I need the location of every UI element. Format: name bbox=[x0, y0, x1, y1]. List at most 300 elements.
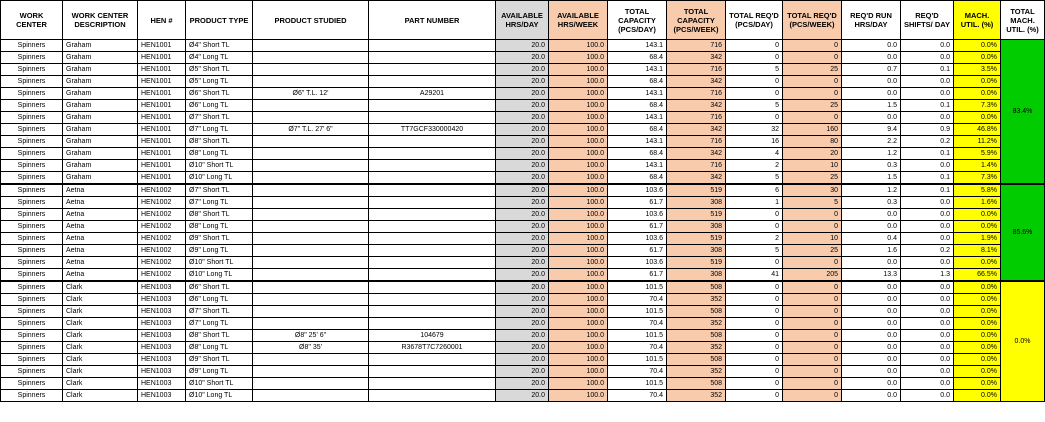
cell-capacity-week: 508 bbox=[667, 378, 726, 390]
cell-avail-hrs-week: 100.0 bbox=[549, 257, 608, 269]
cell-description: Clark bbox=[63, 330, 138, 342]
cell-avail-hrs-day: 20.0 bbox=[496, 76, 549, 88]
cell-shifts: 0.0 bbox=[901, 221, 954, 233]
cell-mach-util: 1.4% bbox=[954, 160, 1001, 172]
cell-shifts: 0.2 bbox=[901, 136, 954, 148]
cell-capacity-day: 103.6 bbox=[608, 233, 667, 245]
cell-part-number bbox=[369, 366, 496, 378]
cell-avail-hrs-week: 100.0 bbox=[549, 100, 608, 112]
cell-avail-hrs-day: 20.0 bbox=[496, 184, 549, 197]
cell-product-type: Ø5" Short TL bbox=[186, 64, 253, 76]
cell-capacity-week: 508 bbox=[667, 306, 726, 318]
cell-hen: HEN1002 bbox=[138, 233, 186, 245]
cell-capacity-day: 143.1 bbox=[608, 112, 667, 124]
cell-work-center: Spinners bbox=[1, 100, 63, 112]
cell-reqd-week: 0 bbox=[783, 318, 842, 330]
total-mach-util: 0.0% bbox=[1001, 281, 1045, 402]
cell-avail-hrs-week: 100.0 bbox=[549, 197, 608, 209]
cell-capacity-week: 716 bbox=[667, 64, 726, 76]
cell-capacity-week: 508 bbox=[667, 330, 726, 342]
cell-avail-hrs-week: 100.0 bbox=[549, 366, 608, 378]
cell-avail-hrs-week: 100.0 bbox=[549, 184, 608, 197]
cell-product-type: Ø10" Long TL bbox=[186, 269, 253, 282]
cell-avail-hrs-day: 20.0 bbox=[496, 148, 549, 160]
table-row bbox=[1, 197, 1045, 209]
cell-hen: HEN1001 bbox=[138, 148, 186, 160]
cell-part-number bbox=[369, 390, 496, 402]
cell-capacity-day: 61.7 bbox=[608, 221, 667, 233]
cell-part-number bbox=[369, 257, 496, 269]
cell-product-studied bbox=[253, 76, 369, 88]
cell-capacity-week: 308 bbox=[667, 269, 726, 282]
cell-reqd-week: 0 bbox=[783, 112, 842, 124]
cell-shifts: 0.2 bbox=[901, 245, 954, 257]
cell-mach-util: 0.0% bbox=[954, 318, 1001, 330]
cell-reqd-week: 10 bbox=[783, 233, 842, 245]
cell-part-number bbox=[369, 52, 496, 64]
cell-capacity-week: 519 bbox=[667, 184, 726, 197]
cell-work-center: Spinners bbox=[1, 306, 63, 318]
cell-product-studied bbox=[253, 294, 369, 306]
cell-work-center: Spinners bbox=[1, 197, 63, 209]
cell-avail-hrs-day: 20.0 bbox=[496, 294, 549, 306]
cell-product-studied bbox=[253, 378, 369, 390]
cell-mach-util: 0.0% bbox=[954, 112, 1001, 124]
table-row bbox=[1, 52, 1045, 64]
cell-avail-hrs-day: 20.0 bbox=[496, 88, 549, 100]
cell-hen: HEN1003 bbox=[138, 294, 186, 306]
cell-avail-hrs-day: 20.0 bbox=[496, 160, 549, 172]
cell-description: Graham bbox=[63, 124, 138, 136]
cell-capacity-day: 101.5 bbox=[608, 378, 667, 390]
cell-product-type: Ø9" Long TL bbox=[186, 245, 253, 257]
cell-work-center: Spinners bbox=[1, 294, 63, 306]
col-reqd-shifts: REQ'D SHIFTS/ DAY bbox=[901, 1, 954, 40]
cell-work-center: Spinners bbox=[1, 209, 63, 221]
cell-capacity-week: 519 bbox=[667, 209, 726, 221]
cell-capacity-day: 68.4 bbox=[608, 124, 667, 136]
table-row bbox=[1, 184, 1045, 197]
cell-hen: HEN1001 bbox=[138, 40, 186, 52]
col-work-center: WORK CENTER bbox=[1, 1, 63, 40]
cell-product-type: Ø7" Long TL bbox=[186, 318, 253, 330]
cell-run-hrs: 0.4 bbox=[842, 233, 901, 245]
cell-capacity-day: 70.4 bbox=[608, 318, 667, 330]
cell-part-number bbox=[369, 76, 496, 88]
cell-reqd-day: 0 bbox=[726, 342, 783, 354]
cell-description: Graham bbox=[63, 112, 138, 124]
cell-mach-util: 0.0% bbox=[954, 354, 1001, 366]
table-row bbox=[1, 245, 1045, 257]
table-row bbox=[1, 160, 1045, 172]
table-row bbox=[1, 221, 1045, 233]
cell-hen: HEN1003 bbox=[138, 318, 186, 330]
table-row bbox=[1, 306, 1045, 318]
cell-mach-util: 0.0% bbox=[954, 366, 1001, 378]
cell-part-number bbox=[369, 354, 496, 366]
cell-shifts: 0.0 bbox=[901, 40, 954, 52]
col-product-type: PRODUCT TYPE bbox=[186, 1, 253, 40]
cell-reqd-day: 0 bbox=[726, 354, 783, 366]
cell-hen: HEN1001 bbox=[138, 100, 186, 112]
cell-hen: HEN1002 bbox=[138, 257, 186, 269]
cell-work-center: Spinners bbox=[1, 136, 63, 148]
cell-reqd-day: 0 bbox=[726, 52, 783, 64]
cell-mach-util: 0.0% bbox=[954, 221, 1001, 233]
cell-shifts: 0.0 bbox=[901, 281, 954, 294]
col-total-mach-util: TOTAL MACH. UTIL. (%) bbox=[1001, 1, 1045, 40]
cell-description: Graham bbox=[63, 136, 138, 148]
cell-product-studied bbox=[253, 136, 369, 148]
cell-run-hrs: 0.0 bbox=[842, 209, 901, 221]
table-row bbox=[1, 390, 1045, 402]
cell-reqd-day: 16 bbox=[726, 136, 783, 148]
cell-avail-hrs-day: 20.0 bbox=[496, 245, 549, 257]
cell-capacity-week: 352 bbox=[667, 318, 726, 330]
cell-work-center: Spinners bbox=[1, 160, 63, 172]
cell-hen: HEN1002 bbox=[138, 197, 186, 209]
cell-avail-hrs-week: 100.0 bbox=[549, 390, 608, 402]
cell-description: Clark bbox=[63, 366, 138, 378]
table-row bbox=[1, 354, 1045, 366]
cell-shifts: 0.0 bbox=[901, 112, 954, 124]
cell-capacity-day: 61.7 bbox=[608, 197, 667, 209]
table-row bbox=[1, 342, 1045, 354]
cell-product-studied bbox=[253, 221, 369, 233]
total-mach-util: 83.4% bbox=[1001, 40, 1045, 185]
cell-hen: HEN1002 bbox=[138, 269, 186, 282]
cell-reqd-day: 0 bbox=[726, 40, 783, 52]
cell-mach-util: 0.0% bbox=[954, 306, 1001, 318]
cell-avail-hrs-week: 100.0 bbox=[549, 281, 608, 294]
cell-reqd-week: 0 bbox=[783, 294, 842, 306]
cell-avail-hrs-day: 20.0 bbox=[496, 342, 549, 354]
cell-description: Clark bbox=[63, 354, 138, 366]
cell-shifts: 0.0 bbox=[901, 342, 954, 354]
cell-description: Clark bbox=[63, 306, 138, 318]
cell-work-center: Spinners bbox=[1, 112, 63, 124]
cell-capacity-week: 342 bbox=[667, 148, 726, 160]
cell-run-hrs: 0.0 bbox=[842, 52, 901, 64]
cell-reqd-week: 80 bbox=[783, 136, 842, 148]
table-row bbox=[1, 378, 1045, 390]
cell-shifts: 0.0 bbox=[901, 160, 954, 172]
cell-shifts: 0.1 bbox=[901, 172, 954, 185]
cell-mach-util: 11.2% bbox=[954, 136, 1001, 148]
cell-reqd-day: 0 bbox=[726, 306, 783, 318]
cell-capacity-week: 342 bbox=[667, 76, 726, 88]
cell-product-type: Ø8" Long TL bbox=[186, 148, 253, 160]
cell-capacity-day: 101.5 bbox=[608, 354, 667, 366]
cell-product-studied bbox=[253, 366, 369, 378]
cell-product-studied bbox=[253, 148, 369, 160]
cell-shifts: 0.0 bbox=[901, 197, 954, 209]
cell-description: Aetna bbox=[63, 257, 138, 269]
cell-run-hrs: 1.2 bbox=[842, 184, 901, 197]
cell-part-number bbox=[369, 160, 496, 172]
table-row bbox=[1, 294, 1045, 306]
cell-mach-util: 3.5% bbox=[954, 64, 1001, 76]
cell-capacity-week: 342 bbox=[667, 100, 726, 112]
cell-capacity-day: 143.1 bbox=[608, 88, 667, 100]
cell-product-type: Ø10" Short TL bbox=[186, 378, 253, 390]
cell-product-type: Ø4" Short TL bbox=[186, 40, 253, 52]
col-work-center-description: WORK CENTER DESCRIPTION bbox=[63, 1, 138, 40]
cell-capacity-week: 308 bbox=[667, 245, 726, 257]
col-reqd-run-hrs: REQ'D RUN HRS/DAY bbox=[842, 1, 901, 40]
cell-product-studied bbox=[253, 245, 369, 257]
cell-product-type: Ø8" Short TL bbox=[186, 330, 253, 342]
table-row bbox=[1, 269, 1045, 282]
cell-reqd-week: 30 bbox=[783, 184, 842, 197]
cell-product-studied bbox=[253, 112, 369, 124]
cell-product-type: Ø8" Short TL bbox=[186, 136, 253, 148]
cell-run-hrs: 0.0 bbox=[842, 112, 901, 124]
cell-work-center: Spinners bbox=[1, 281, 63, 294]
cell-capacity-week: 508 bbox=[667, 354, 726, 366]
cell-description: Aetna bbox=[63, 184, 138, 197]
cell-hen: HEN1003 bbox=[138, 366, 186, 378]
cell-reqd-day: 1 bbox=[726, 197, 783, 209]
cell-avail-hrs-week: 100.0 bbox=[549, 160, 608, 172]
cell-work-center: Spinners bbox=[1, 64, 63, 76]
cell-shifts: 1.3 bbox=[901, 269, 954, 282]
table-row bbox=[1, 233, 1045, 245]
cell-run-hrs: 0.3 bbox=[842, 160, 901, 172]
cell-reqd-day: 5 bbox=[726, 172, 783, 185]
cell-part-number bbox=[369, 294, 496, 306]
cell-run-hrs: 9.4 bbox=[842, 124, 901, 136]
cell-avail-hrs-week: 100.0 bbox=[549, 294, 608, 306]
table-row bbox=[1, 330, 1045, 342]
cell-work-center: Spinners bbox=[1, 257, 63, 269]
cell-reqd-week: 0 bbox=[783, 306, 842, 318]
cell-avail-hrs-day: 20.0 bbox=[496, 366, 549, 378]
cell-avail-hrs-day: 20.0 bbox=[496, 318, 549, 330]
cell-capacity-week: 716 bbox=[667, 88, 726, 100]
cell-product-type: Ø8" Long TL bbox=[186, 221, 253, 233]
cell-run-hrs: 0.7 bbox=[842, 64, 901, 76]
cell-run-hrs: 0.0 bbox=[842, 378, 901, 390]
cell-mach-util: 1.6% bbox=[954, 197, 1001, 209]
cell-product-studied bbox=[253, 172, 369, 185]
cell-part-number bbox=[369, 221, 496, 233]
col-available-hrs-week: AVAILABLE HRS/WEEK bbox=[549, 1, 608, 40]
table-row bbox=[1, 281, 1045, 294]
cell-part-number: TT7GCF330000420 bbox=[369, 124, 496, 136]
cell-avail-hrs-week: 100.0 bbox=[549, 209, 608, 221]
cell-hen: HEN1003 bbox=[138, 281, 186, 294]
cell-capacity-week: 716 bbox=[667, 40, 726, 52]
cell-reqd-week: 0 bbox=[783, 209, 842, 221]
cell-reqd-day: 0 bbox=[726, 209, 783, 221]
cell-work-center: Spinners bbox=[1, 354, 63, 366]
cell-reqd-day: 0 bbox=[726, 330, 783, 342]
cell-run-hrs: 0.0 bbox=[842, 366, 901, 378]
cell-product-studied bbox=[253, 64, 369, 76]
cell-reqd-day: 0 bbox=[726, 112, 783, 124]
cell-avail-hrs-day: 20.0 bbox=[496, 390, 549, 402]
cell-product-type: Ø7" Long TL bbox=[186, 124, 253, 136]
cell-run-hrs: 1.5 bbox=[842, 100, 901, 112]
cell-part-number bbox=[369, 40, 496, 52]
cell-part-number bbox=[369, 378, 496, 390]
cell-avail-hrs-day: 20.0 bbox=[496, 233, 549, 245]
cell-product-type: Ø9" Long TL bbox=[186, 366, 253, 378]
cell-capacity-day: 61.7 bbox=[608, 245, 667, 257]
cell-work-center: Spinners bbox=[1, 172, 63, 185]
cell-shifts: 0.0 bbox=[901, 76, 954, 88]
cell-run-hrs: 1.2 bbox=[842, 148, 901, 160]
cell-avail-hrs-week: 100.0 bbox=[549, 318, 608, 330]
cell-reqd-week: 0 bbox=[783, 221, 842, 233]
cell-product-type: Ø8" Long TL bbox=[186, 342, 253, 354]
cell-capacity-day: 68.4 bbox=[608, 52, 667, 64]
cell-description: Aetna bbox=[63, 221, 138, 233]
col-mach-util: MACH. UTIL. (%) bbox=[954, 1, 1001, 40]
cell-description: Graham bbox=[63, 76, 138, 88]
table-row bbox=[1, 76, 1045, 88]
cell-reqd-day: 5 bbox=[726, 64, 783, 76]
cell-reqd-week: 0 bbox=[783, 257, 842, 269]
cell-product-studied: Ø7" T.L. 27' 6" bbox=[253, 124, 369, 136]
cell-description: Graham bbox=[63, 172, 138, 185]
cell-product-studied bbox=[253, 269, 369, 282]
cell-work-center: Spinners bbox=[1, 233, 63, 245]
cell-work-center: Spinners bbox=[1, 88, 63, 100]
cell-product-studied bbox=[253, 281, 369, 294]
cell-part-number bbox=[369, 100, 496, 112]
cell-avail-hrs-week: 100.0 bbox=[549, 354, 608, 366]
cell-product-studied bbox=[253, 209, 369, 221]
cell-description: Aetna bbox=[63, 197, 138, 209]
cell-avail-hrs-day: 20.0 bbox=[496, 172, 549, 185]
cell-shifts: 0.0 bbox=[901, 354, 954, 366]
cell-shifts: 0.1 bbox=[901, 64, 954, 76]
cell-work-center: Spinners bbox=[1, 390, 63, 402]
cell-shifts: 0.0 bbox=[901, 366, 954, 378]
cell-hen: HEN1003 bbox=[138, 390, 186, 402]
cell-capacity-day: 101.5 bbox=[608, 330, 667, 342]
cell-avail-hrs-week: 100.0 bbox=[549, 64, 608, 76]
cell-description: Clark bbox=[63, 294, 138, 306]
cell-run-hrs: 0.0 bbox=[842, 281, 901, 294]
cell-product-type: Ø10" Short TL bbox=[186, 257, 253, 269]
cell-shifts: 0.0 bbox=[901, 88, 954, 100]
cell-mach-util: 1.9% bbox=[954, 233, 1001, 245]
table-row bbox=[1, 318, 1045, 330]
cell-reqd-week: 0 bbox=[783, 378, 842, 390]
cell-run-hrs: 0.0 bbox=[842, 294, 901, 306]
col-total-reqd-day: TOTAL REQ'D (PCS/DAY) bbox=[726, 1, 783, 40]
cell-capacity-day: 70.4 bbox=[608, 366, 667, 378]
cell-run-hrs: 0.0 bbox=[842, 306, 901, 318]
cell-avail-hrs-week: 100.0 bbox=[549, 88, 608, 100]
cell-capacity-day: 103.6 bbox=[608, 257, 667, 269]
cell-reqd-day: 5 bbox=[726, 100, 783, 112]
cell-reqd-day: 0 bbox=[726, 88, 783, 100]
cell-capacity-day: 143.1 bbox=[608, 40, 667, 52]
cell-part-number: R3678T7C7260001 bbox=[369, 342, 496, 354]
cell-shifts: 0.0 bbox=[901, 209, 954, 221]
cell-description: Graham bbox=[63, 160, 138, 172]
cell-avail-hrs-week: 100.0 bbox=[549, 269, 608, 282]
cell-part-number bbox=[369, 184, 496, 197]
cell-product-type: Ø7" Long TL bbox=[186, 197, 253, 209]
cell-capacity-week: 308 bbox=[667, 197, 726, 209]
cell-shifts: 0.0 bbox=[901, 378, 954, 390]
cell-avail-hrs-week: 100.0 bbox=[549, 52, 608, 64]
cell-part-number: 104679 bbox=[369, 330, 496, 342]
cell-shifts: 0.0 bbox=[901, 306, 954, 318]
cell-description: Aetna bbox=[63, 269, 138, 282]
cell-avail-hrs-week: 100.0 bbox=[549, 136, 608, 148]
cell-mach-util: 0.0% bbox=[954, 281, 1001, 294]
cell-reqd-week: 0 bbox=[783, 281, 842, 294]
cell-shifts: 0.0 bbox=[901, 330, 954, 342]
col-part-number: PART NUMBER bbox=[369, 1, 496, 40]
cell-avail-hrs-week: 100.0 bbox=[549, 233, 608, 245]
cell-product-studied bbox=[253, 257, 369, 269]
cell-description: Clark bbox=[63, 318, 138, 330]
cell-capacity-week: 352 bbox=[667, 294, 726, 306]
cell-mach-util: 0.0% bbox=[954, 76, 1001, 88]
cell-reqd-week: 25 bbox=[783, 245, 842, 257]
cell-description: Clark bbox=[63, 390, 138, 402]
cell-avail-hrs-day: 20.0 bbox=[496, 257, 549, 269]
cell-avail-hrs-day: 20.0 bbox=[496, 124, 549, 136]
cell-product-type: Ø4" Long TL bbox=[186, 52, 253, 64]
cell-capacity-week: 342 bbox=[667, 172, 726, 185]
cell-reqd-day: 0 bbox=[726, 76, 783, 88]
cell-avail-hrs-day: 20.0 bbox=[496, 269, 549, 282]
cell-reqd-week: 160 bbox=[783, 124, 842, 136]
cell-capacity-day: 70.4 bbox=[608, 342, 667, 354]
cell-reqd-week: 0 bbox=[783, 354, 842, 366]
cell-capacity-day: 70.4 bbox=[608, 390, 667, 402]
cell-capacity-day: 68.4 bbox=[608, 172, 667, 185]
cell-part-number bbox=[369, 64, 496, 76]
cell-product-type: Ø9" Short TL bbox=[186, 233, 253, 245]
cell-avail-hrs-week: 100.0 bbox=[549, 112, 608, 124]
cell-reqd-day: 5 bbox=[726, 245, 783, 257]
cell-avail-hrs-day: 20.0 bbox=[496, 197, 549, 209]
cell-shifts: 0.9 bbox=[901, 124, 954, 136]
cell-reqd-week: 0 bbox=[783, 390, 842, 402]
cell-reqd-day: 0 bbox=[726, 366, 783, 378]
cell-reqd-day: 0 bbox=[726, 294, 783, 306]
col-total-capacity-day: TOTAL CAPACITY (PCS/DAY) bbox=[608, 1, 667, 40]
cell-hen: HEN1001 bbox=[138, 160, 186, 172]
cell-product-studied bbox=[253, 52, 369, 64]
cell-work-center: Spinners bbox=[1, 148, 63, 160]
cell-capacity-day: 143.1 bbox=[608, 160, 667, 172]
cell-reqd-week: 0 bbox=[783, 88, 842, 100]
cell-capacity-week: 519 bbox=[667, 257, 726, 269]
cell-description: Graham bbox=[63, 52, 138, 64]
cell-work-center: Spinners bbox=[1, 76, 63, 88]
cell-shifts: 0.0 bbox=[901, 257, 954, 269]
cell-description: Aetna bbox=[63, 209, 138, 221]
cell-mach-util: 0.0% bbox=[954, 88, 1001, 100]
col-product-studied: PRODUCT STUDIED bbox=[253, 1, 369, 40]
cell-shifts: 0.1 bbox=[901, 184, 954, 197]
cell-work-center: Spinners bbox=[1, 184, 63, 197]
cell-description: Graham bbox=[63, 100, 138, 112]
cell-hen: HEN1002 bbox=[138, 184, 186, 197]
cell-reqd-day: 0 bbox=[726, 257, 783, 269]
cell-avail-hrs-week: 100.0 bbox=[549, 124, 608, 136]
